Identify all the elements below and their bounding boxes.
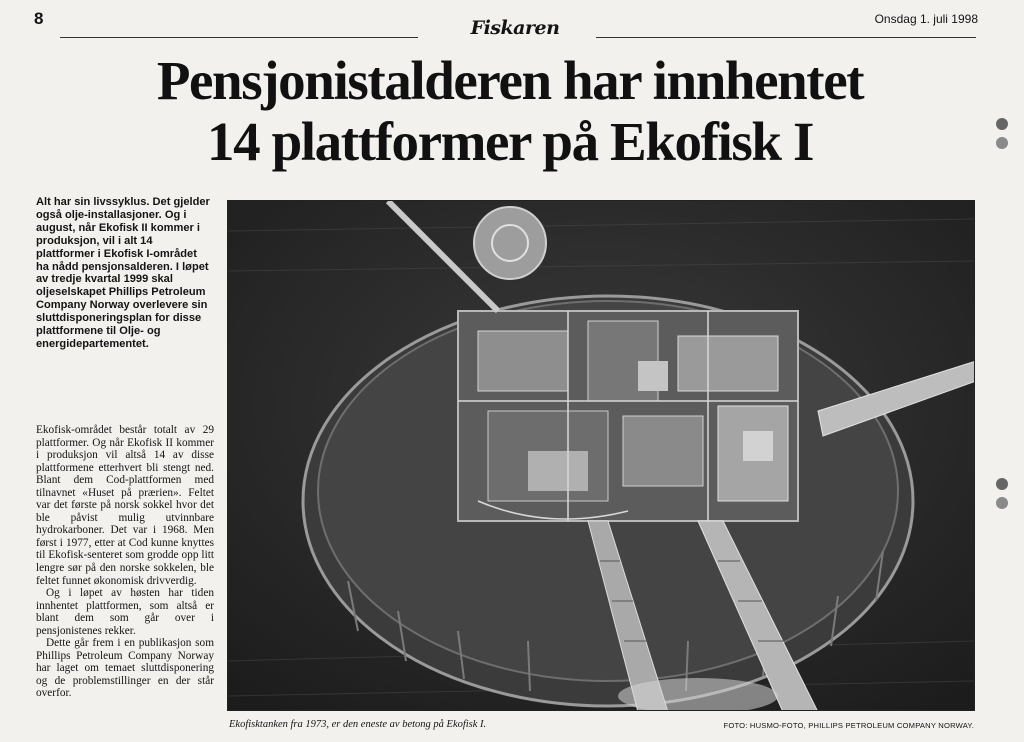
photo-credit: FOTO: HUSMO-FOTO, PHILLIPS PETROLEUM COMPANY NORWAY.	[723, 721, 974, 730]
header-rule-left	[60, 37, 418, 38]
page-header	[0, 0, 1024, 44]
body-paragraph: Og i løpet av høsten har tiden innhentet plattformen, som altså er blant dem som går over i pensjonistenes rekker.	[36, 587, 214, 637]
platform-photo	[227, 200, 975, 711]
margin-dot	[996, 118, 1008, 130]
aerial-platform-illustration	[228, 201, 975, 711]
issue-date: Onsdag 1. juli 1998	[874, 12, 978, 26]
margin-dot	[996, 137, 1008, 149]
headline-line-1: Pensjonistalderen har innhentet	[156, 50, 864, 111]
article-lead: Alt har sin livssyklus. Det gjelder også olje-installasjoner. Og i august, når Ekofisk II kommer i produksjon, vil i alt 14 plattformer i Ekofisk I-området ha nådd pensjonsalderen. I løpet av tredje kvartal 1999 skal oljeselskapet Phillips Petroleum Company Norway overlevere sin sluttdisponeringsplan for disse plattformene til Olje- og energidepartementet.	[36, 196, 210, 350]
body-paragraph: Dette går frem i en publikasjon som Phillips Petroleum Company Norway har laget om temaet sluttdisponering og de problemstillinger en der står overfor.	[36, 637, 214, 700]
header-rule-right	[596, 37, 976, 38]
page-number: 8	[34, 9, 44, 28]
margin-dots-top	[996, 118, 1010, 156]
body-paragraph: Ekofisk-området består totalt av 29 plattformer. Og når Ekofisk II kommer i produksjon vil altså 14 av disse plattformene etterhvert bli stengt ned. Blant dem Cod-plattformen med tilnavnet «Huset på prærien». Feltet var det første på norsk sokkel hvor det ble påvist mulig utvinnbare hydrokarboner. Det var i 1968. Men først i 1977, etter at Cod kunne knyttes til Ekofisk-senteret som grodde opp litt lengre sør på den norske sokkelen, ble feltet funnet økonomisk drivverdig.	[36, 424, 214, 587]
masthead-logo: Fiskaren	[470, 17, 560, 39]
article-headline	[30, 50, 990, 172]
article-body	[36, 424, 214, 700]
margin-dots-bottom	[996, 478, 1010, 516]
photo-caption: Ekofisktanken fra 1973, er den eneste av betong på Ekofisk I.	[229, 719, 487, 730]
margin-dot	[996, 497, 1008, 509]
headline-line-2: 14 plattformer på Ekofisk I	[207, 111, 813, 172]
margin-dot	[996, 478, 1008, 490]
